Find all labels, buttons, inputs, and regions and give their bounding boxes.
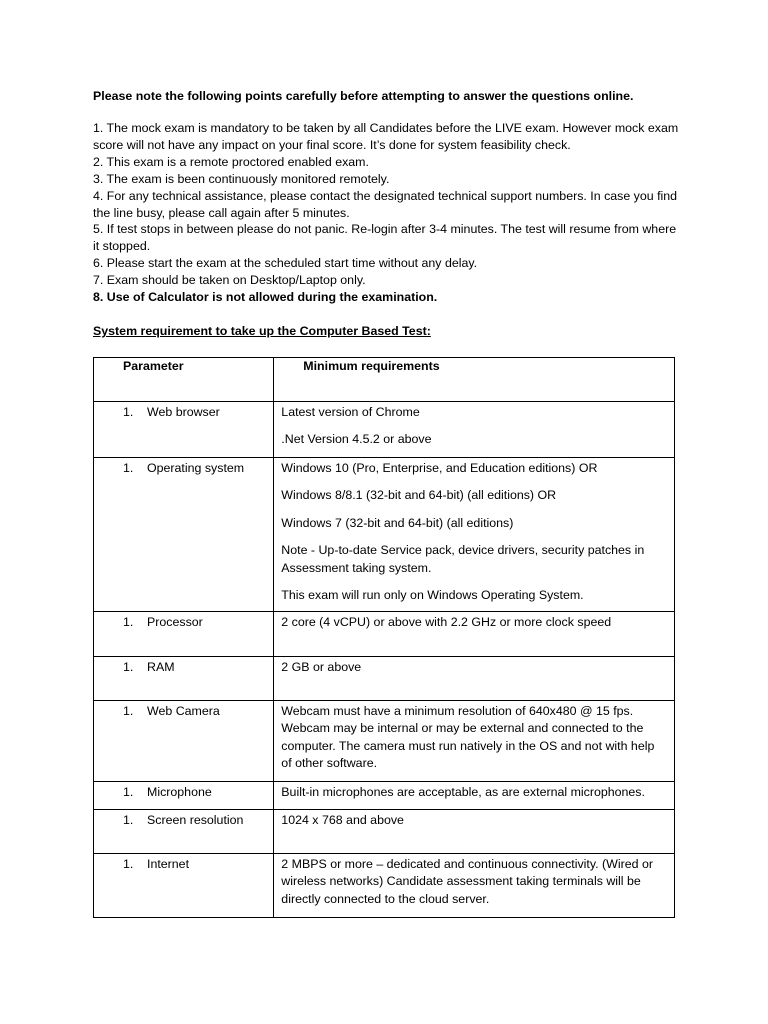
requirements-title: System requirement to take up the Computer Based Test: <box>93 323 431 338</box>
value-cell <box>274 612 675 657</box>
note-item: 4. For any technical assistance, please contact the designated technical support numbers. In case you find the line busy, please call again after 5 minutes. <box>93 188 678 220</box>
table-row <box>94 458 675 612</box>
document-page <box>93 88 683 906</box>
parameter-cell <box>94 458 274 612</box>
notes-list <box>93 120 683 306</box>
table-row <box>94 402 675 458</box>
parameter-name: Processor <box>147 615 203 629</box>
requirement-text: Built-in microphones are acceptable, as are external microphones. <box>281 785 645 799</box>
header-cell-minimum <box>274 358 675 402</box>
table-row <box>94 782 675 810</box>
requirement-text: Webcam must have a minimum resolution of 640x480 @ 15 fps. Webcam may be internal or may be external and connected to the computer. The camera must run natively in the OS and not with help of other software. <box>281 704 655 771</box>
header-parameter-label: Parameter <box>123 359 184 373</box>
note-item: 6. Please start the exam at the scheduled start time without any delay. <box>93 256 478 271</box>
value-cell <box>274 657 675 701</box>
parameter-name: Web Camera <box>147 704 220 718</box>
row-number: 1. <box>123 660 134 674</box>
requirement-text: 2 core (4 vCPU) or above with 2.2 GHz or more clock speed <box>281 615 612 629</box>
requirement-text: This exam will run only on Windows Operating System. <box>281 588 584 603</box>
parameter-cell <box>94 402 274 458</box>
value-cell <box>274 854 675 918</box>
requirement-text: 2 GB or above <box>281 660 362 674</box>
value-cell <box>274 458 675 612</box>
requirement-text: Latest version of Chrome <box>281 405 420 419</box>
parameter-name: Microphone <box>147 785 212 799</box>
row-number: 1. <box>123 813 134 827</box>
parameter-cell <box>94 701 274 782</box>
requirement-text: 1024 x 768 and above <box>281 813 404 827</box>
page-heading: Please note the following points carefully before attempting to answer the questions online. <box>93 89 634 103</box>
table-row <box>94 701 675 782</box>
row-number: 1. <box>123 704 134 718</box>
table-row <box>94 810 675 854</box>
table-row <box>94 612 675 657</box>
note-item: 7. Exam should be taken on Desktop/Laptop only. <box>93 273 366 288</box>
requirement-text: .Net Version 4.5.2 or above <box>281 432 432 447</box>
value-cell <box>274 782 675 810</box>
row-number: 1. <box>123 615 134 629</box>
note-item: 3. The exam is been continuously monitored remotely. <box>93 171 390 186</box>
header-cell-parameter <box>94 358 274 402</box>
requirement-text: Windows 10 (Pro, Enterprise, and Education editions) OR <box>281 461 598 475</box>
parameter-name: Web browser <box>147 405 220 419</box>
value-cell <box>274 701 675 782</box>
row-number: 1. <box>123 405 134 419</box>
parameter-name: Internet <box>147 857 190 871</box>
parameter-cell <box>94 810 274 854</box>
requirements-table <box>93 357 675 918</box>
parameter-name: Operating system <box>147 461 245 475</box>
requirement-text: Windows 7 (32-bit and 64-bit) (all editions) <box>281 515 514 530</box>
requirement-text: Windows 8/8.1 (32-bit and 64-bit) (all editions) OR <box>281 488 557 503</box>
note-item: 2. This exam is a remote proctored enabled exam. <box>93 154 369 169</box>
parameter-cell <box>94 854 274 918</box>
parameter-cell <box>94 782 274 810</box>
note-item: 5. If test stops in between please do not panic. Re-login after 3-4 minutes. The test will resume from where it stopped. <box>93 222 677 254</box>
parameter-name: Screen resolution <box>147 813 244 827</box>
parameter-name: RAM <box>147 660 175 674</box>
requirement-text: Note - Up-to-date Service pack, device drivers, security patches in Assessment taking system. <box>281 543 645 575</box>
table-header-row <box>94 358 675 402</box>
table-row <box>94 854 675 918</box>
row-number: 1. <box>123 461 134 475</box>
parameter-cell <box>94 612 274 657</box>
table-row <box>94 657 675 701</box>
value-cell <box>274 402 675 458</box>
row-number: 1. <box>123 857 134 871</box>
note-item-calculator: 8. Use of Calculator is not allowed during the examination. <box>93 290 438 305</box>
row-number: 1. <box>123 785 134 799</box>
requirement-text: 2 MBPS or more – dedicated and continuous connectivity. (Wired or wireless networks) Candidate assessment taking terminals will be directly connected to the cloud server. <box>281 857 653 906</box>
header-minimum-label: Minimum requirements <box>303 359 440 373</box>
note-item: 1. The mock exam is mandatory to be taken by all Candidates before the LIVE exam. However mock exam score will not have any impact on your final score. It’s done for system feasibility check. <box>93 121 679 152</box>
parameter-cell <box>94 657 274 701</box>
value-cell <box>274 810 675 854</box>
